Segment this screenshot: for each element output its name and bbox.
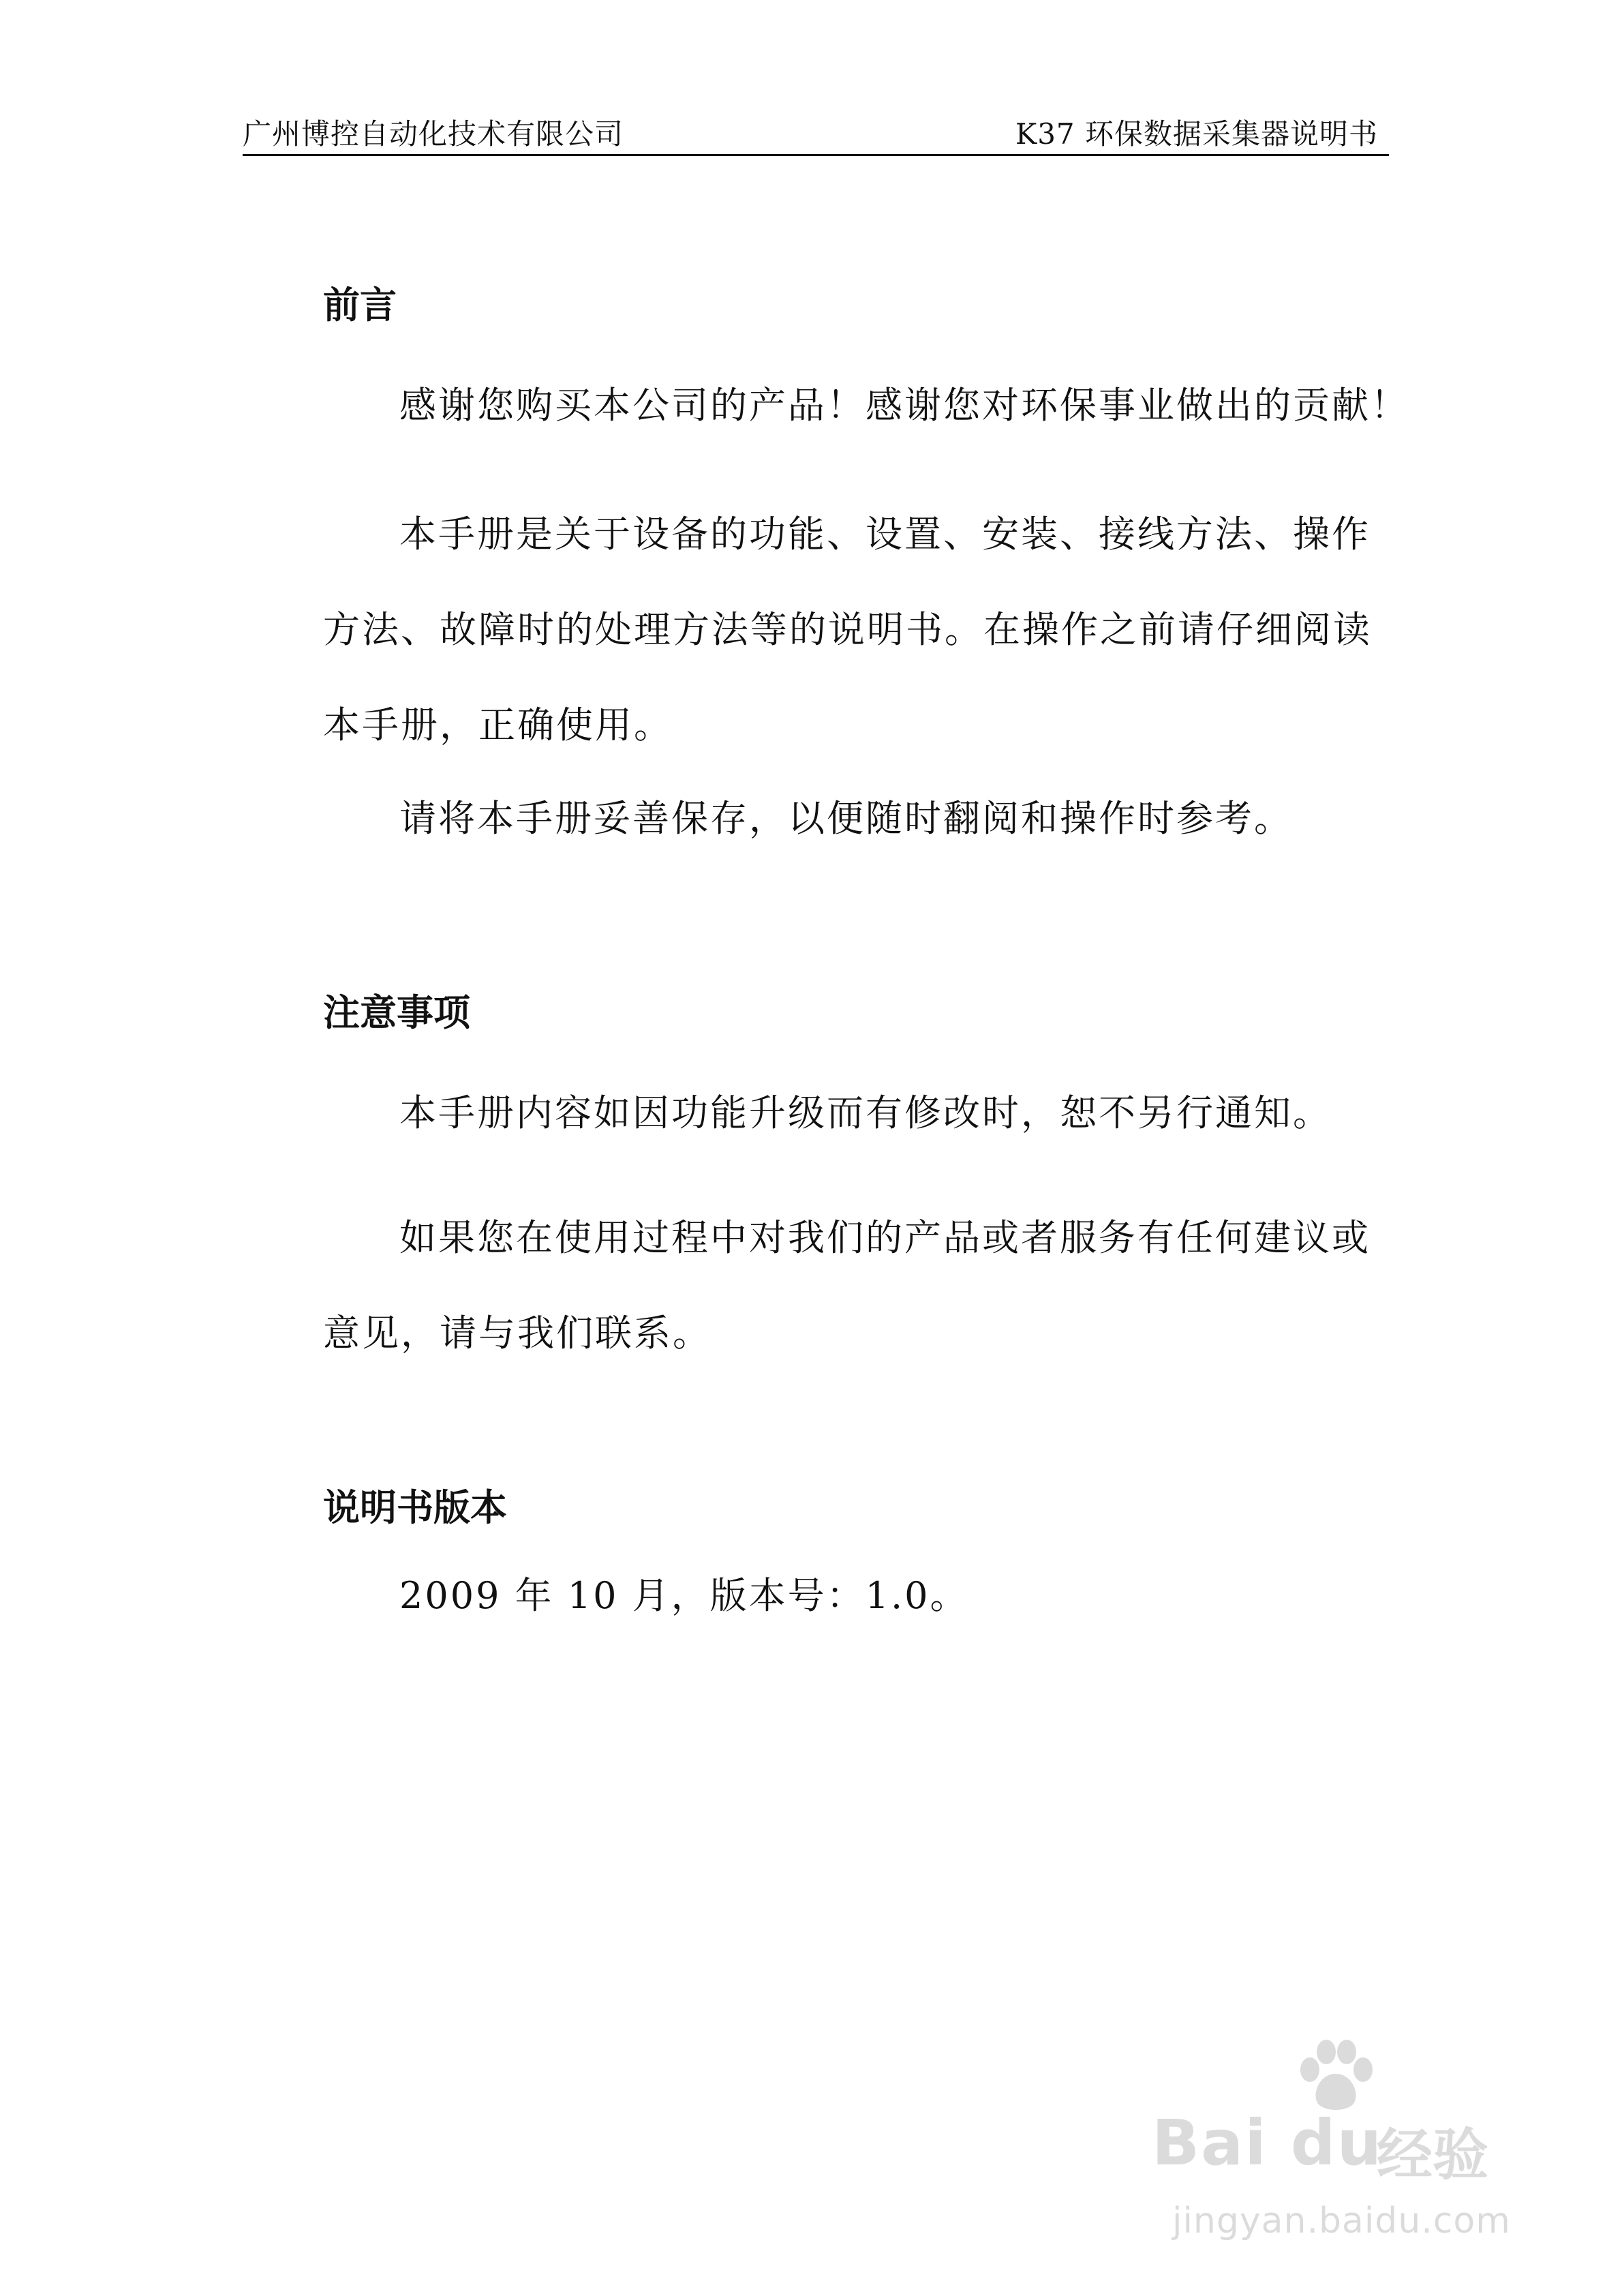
watermark-url: jingyan.baidu.com xyxy=(1172,2201,1511,2241)
watermark-subtitle: 经验 xyxy=(1377,2123,1489,2188)
preface-paragraph-1: 感谢您购买本公司的产品！感谢您对环保事业做出的贡献！ xyxy=(399,384,1409,427)
baidu-jingyan-watermark xyxy=(1152,2038,1574,2256)
section-title-version: 说明书版本 xyxy=(323,1485,507,1529)
version-paragraph: 2009 年 10 月，版本号：1.0。 xyxy=(399,1574,969,1617)
header-company-name: 广州博控自动化技术有限公司 xyxy=(243,117,624,151)
notes-paragraph-1: 本手册内容如因功能升级而有修改时，恕不另行通知。 xyxy=(399,1091,1332,1134)
header-document-title: K37 环保数据采集器说明书 xyxy=(1015,117,1378,151)
section-title-notes: 注意事项 xyxy=(323,991,470,1034)
watermark-brand: Bai du xyxy=(1152,2106,1383,2179)
section-title-preface: 前言 xyxy=(323,283,397,327)
notes-paragraph-2: 如果您在使用过程中对我们的产品或者服务有任何建议或意见，请与我们联系。 xyxy=(323,1216,1371,1355)
page-header xyxy=(243,115,1389,156)
paw-icon xyxy=(1295,2038,1377,2113)
preface-paragraph-2: 本手册是关于设备的功能、设置、安装、接线方法、操作方法、故障时的处理方法等的说明书。在操作之前请仔细阅读本手册，正确使用。 xyxy=(323,513,1372,746)
preface-paragraph-3: 请将本手册妥善保存，以便随时翻阅和操作时参考。 xyxy=(399,797,1293,840)
